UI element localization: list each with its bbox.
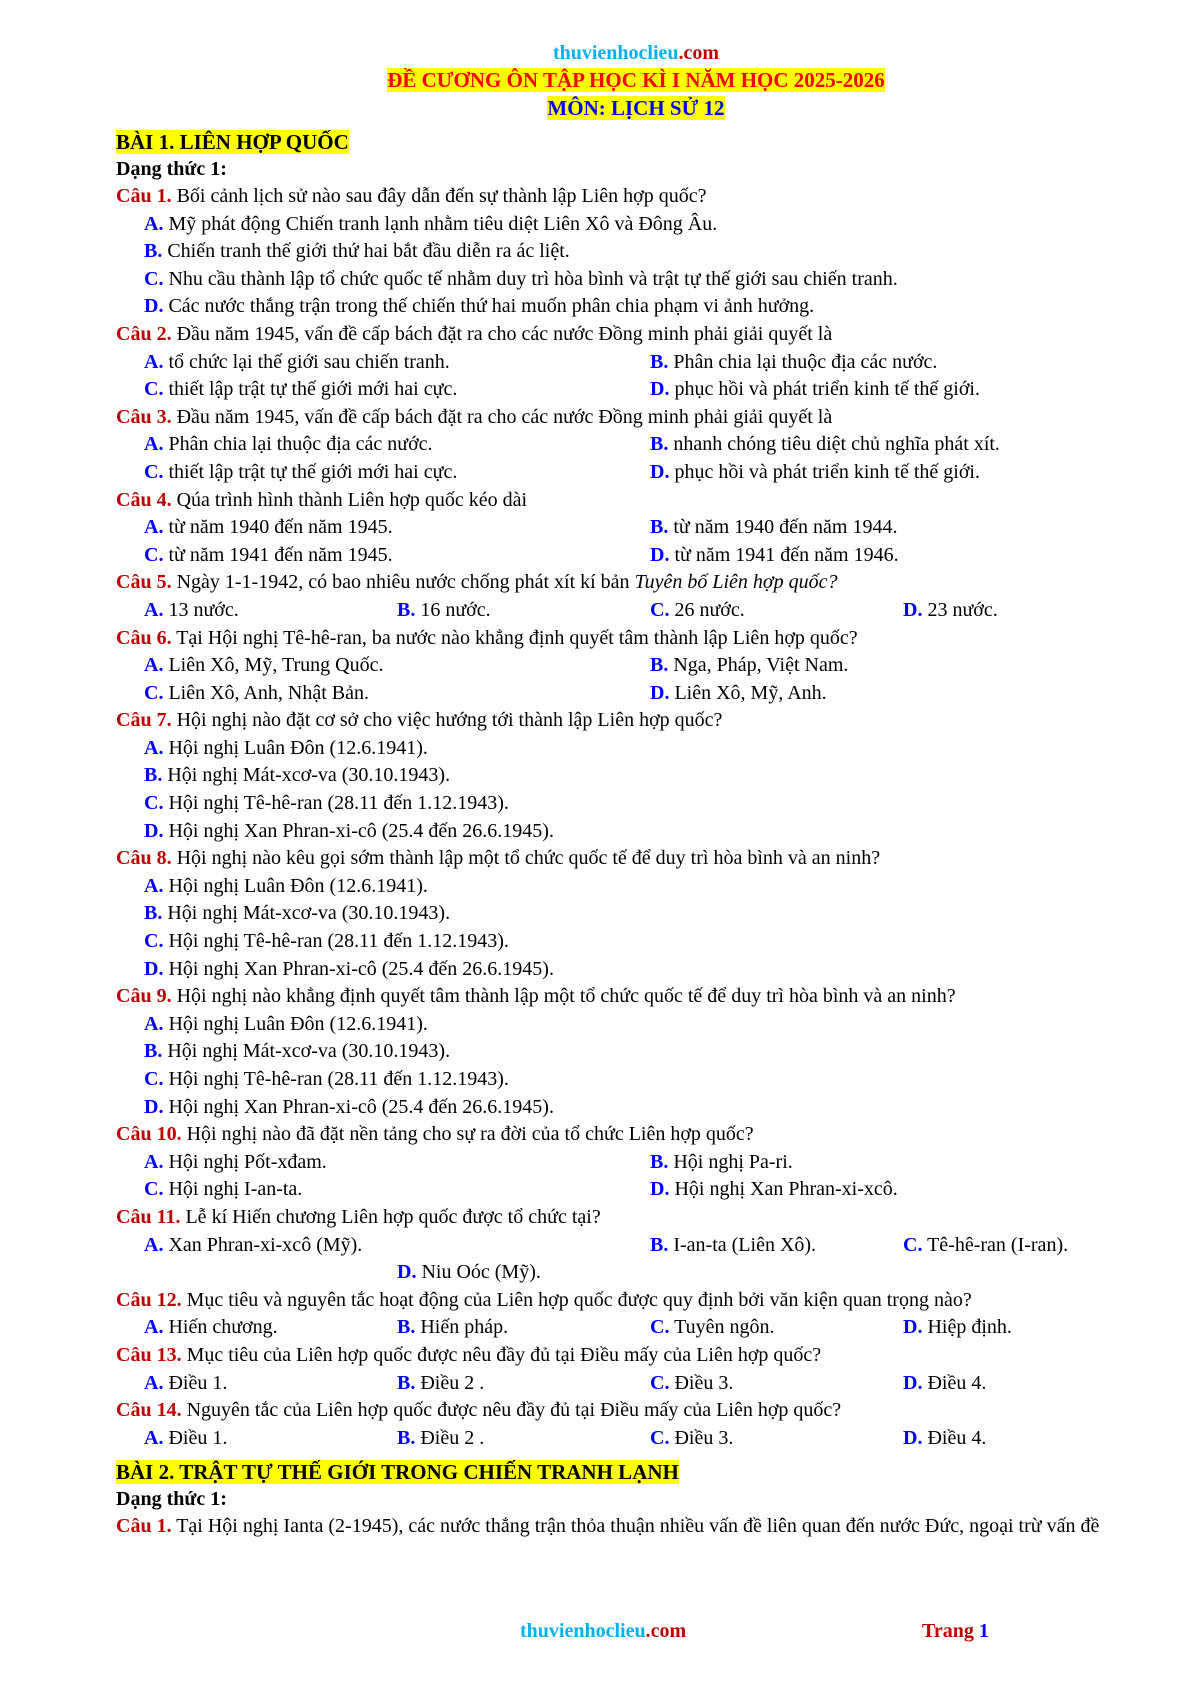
question-text: Tại Hội nghị Ianta (2-1945), các nước thắng trận thỏa thuận nhiều vấn đề liên quan đến nước Đức, ngoại trừ vấn đề <box>171 1515 1100 1538</box>
question-label: Câu 1. <box>116 1515 172 1538</box>
option-letter: A. <box>144 1012 164 1035</box>
option-text: Hội nghị Xan Phran-xi-cô (25.4 đến 26.6.1945). <box>163 957 554 980</box>
answer-option[interactable] <box>144 900 1156 928</box>
answer-option[interactable] <box>144 211 1156 239</box>
option-letter: C. <box>144 460 164 483</box>
option-letter: B. <box>650 1233 669 1256</box>
answer-option[interactable] <box>144 266 1156 294</box>
option-letter: C. <box>650 1316 670 1339</box>
option-letter: B. <box>397 1426 416 1449</box>
option-text: Điều 3. <box>669 1371 734 1394</box>
answer-option[interactable] <box>397 1425 650 1453</box>
option-text: 23 nước. <box>922 598 998 621</box>
option-text: Liên Xô, Mỹ, Anh. <box>669 681 827 704</box>
option-text: Hội nghị Xan Phran-xi-cô (25.4 đến 26.6.1945). <box>163 819 554 842</box>
question-label: Câu 3. <box>116 405 172 428</box>
option-text: tổ chức lại thế giới sau chiến tranh. <box>163 350 450 373</box>
answer-option[interactable] <box>144 762 1156 790</box>
question <box>116 625 1156 653</box>
question-text: Lễ kí Hiến chương Liên hợp quốc được tổ chức tại? <box>180 1205 601 1228</box>
option-letter: B. <box>144 902 163 925</box>
answer-option[interactable] <box>144 514 650 542</box>
question-label: Câu 14. <box>116 1399 182 1422</box>
question <box>116 983 1156 1011</box>
option-text: Tê-hê-ran (I-ran). <box>922 1233 1069 1256</box>
question-list <box>116 183 1156 1452</box>
answer-options <box>116 873 1156 983</box>
site-domain[interactable]: .com <box>678 42 720 64</box>
option-letter: A. <box>144 350 164 373</box>
question-label: Câu 6. <box>116 626 172 649</box>
option-text: Điều 4. <box>922 1371 987 1394</box>
option-letter: B. <box>650 433 669 456</box>
answer-option[interactable] <box>144 735 1156 763</box>
option-text: 26 nước. <box>669 598 745 621</box>
answer-option[interactable] <box>650 542 1156 570</box>
answer-option[interactable] <box>650 349 1156 377</box>
option-letter: B. <box>650 654 669 677</box>
option-letter: D. <box>903 1371 923 1394</box>
option-letter: A. <box>144 1150 164 1173</box>
question-text: Hội nghị nào khẳng định quyết tâm thành lập một tổ chức quốc tế để duy trì hòa bình và an ninh? <box>171 985 956 1008</box>
document-page <box>116 40 1156 1541</box>
answer-option[interactable] <box>650 1425 903 1453</box>
question <box>116 569 1156 597</box>
question-text: Ngày 1-1-1942, có bao nhiêu nước chống phát xít kí bản <box>171 571 635 594</box>
answer-option[interactable] <box>903 1314 1156 1342</box>
answer-option[interactable] <box>144 1038 1156 1066</box>
option-text: Liên Xô, Anh, Nhật Bản. <box>163 681 369 704</box>
option-letter: A. <box>144 212 164 235</box>
answer-option[interactable] <box>144 597 397 625</box>
question-text: Qúa trình hình thành Liên hợp quốc kéo dài <box>171 488 528 511</box>
option-letter: B. <box>144 240 163 263</box>
question-text: Hội nghị nào kêu gọi sớm thành lập một tổ chức quốc tế để duy trì hòa bình và an ninh? <box>171 847 881 870</box>
option-text: Hội nghị Xan Phran-xi-cô (25.4 đến 26.6.1945). <box>163 1095 554 1118</box>
option-text: Hội nghị Tê-hê-ran (28.11 đến 1.12.1943). <box>163 930 509 953</box>
option-text: I-an-ta (Liên Xô). <box>668 1233 817 1256</box>
site-header <box>116 40 1156 66</box>
option-letter: D. <box>397 1261 417 1284</box>
option-letter: D. <box>650 1178 670 1201</box>
answer-options <box>116 1011 1156 1121</box>
option-text: Hội nghị Tê-hê-ran (28.11 đến 1.12.1943). <box>163 1068 509 1090</box>
question <box>116 1121 1156 1149</box>
option-text: Điều 1. <box>163 1371 228 1394</box>
option-text: từ năm 1941 đến năm 1945. <box>163 543 393 566</box>
option-text: Liên Xô, Mỹ, Trung Quốc. <box>163 654 384 677</box>
answer-options <box>116 514 1156 569</box>
answer-option[interactable] <box>144 1370 397 1398</box>
option-text: Hội nghị Luân Đôn (12.6.1941). <box>163 874 428 897</box>
answer-option[interactable] <box>144 790 1156 818</box>
option-letter: B. <box>144 1040 163 1063</box>
question-label: Câu 7. <box>116 709 172 732</box>
answer-option[interactable] <box>144 928 1156 956</box>
option-text: Xan Phran-xi-xcô (Mỹ). <box>163 1233 363 1256</box>
question-label: Câu 8. <box>116 847 172 870</box>
option-letter: A. <box>144 1233 164 1256</box>
option-letter: A. <box>144 736 164 759</box>
question-label: Câu 11. <box>116 1205 181 1228</box>
answer-option[interactable] <box>650 514 1156 542</box>
answer-option[interactable] <box>650 652 1156 680</box>
option-text: từ năm 1940 đến năm 1945. <box>163 516 393 539</box>
footer-site[interactable]: thuvienhoclieu.com <box>520 1620 687 1642</box>
option-text: Nga, Pháp, Việt Nam. <box>668 654 849 677</box>
question-text: Đầu năm 1945, vấn đề cấp bách đặt ra cho các nước Đồng minh phải giải quyết là <box>171 322 833 345</box>
option-letter: C. <box>650 1426 670 1449</box>
option-letter: A. <box>144 516 164 539</box>
answer-option[interactable] <box>650 431 1156 459</box>
option-text: Hiến pháp. <box>415 1316 509 1339</box>
option-letter: D. <box>650 681 670 704</box>
option-letter: C. <box>144 1178 164 1201</box>
option-letter: D. <box>650 378 670 401</box>
question-label: Câu 2. <box>116 322 172 345</box>
option-letter: D. <box>903 1316 923 1339</box>
document-title: ĐỀ CƯƠNG ÔN TẬP HỌC KÌ I NĂM HỌC 2025-2026 <box>387 68 885 92</box>
option-text: Các nước thắng trận trong thế chiến thứ hai muốn phân chia phạm vi ảnh hưởng. <box>163 295 815 318</box>
answer-option[interactable] <box>144 1176 650 1204</box>
option-text: Niu Oóc (Mỹ). <box>416 1261 541 1284</box>
option-letter: D. <box>650 543 670 566</box>
option-letter: B. <box>650 350 669 373</box>
answer-option[interactable] <box>144 1066 1156 1094</box>
section-2-format: Dạng thức 1: <box>116 1488 227 1511</box>
question-italic-text: Tuyên bố Liên hợp quốc? <box>634 571 838 594</box>
option-text: Phân chia lại thuộc địa các nước. <box>668 350 938 373</box>
option-text: thiết lập trật tự thế giới mới hai cực. <box>163 460 458 483</box>
option-text: Hội nghị Mát-xcơ-va (30.10.1943). <box>162 1040 451 1063</box>
question-label: Câu 9. <box>116 985 172 1008</box>
question-label: Câu 1. <box>116 185 172 207</box>
answer-options <box>116 211 1156 321</box>
option-text: Hội nghị Mát-xcơ-va (30.10.1943). <box>162 764 451 787</box>
question-label: Câu 4. <box>116 488 172 511</box>
answer-options <box>116 1314 1156 1342</box>
option-letter: C. <box>903 1233 923 1256</box>
question-label: Câu 10. <box>116 1123 182 1146</box>
answer-option[interactable] <box>144 238 1156 266</box>
answer-options <box>116 1232 1156 1287</box>
answer-options <box>116 431 1156 486</box>
answer-option[interactable] <box>650 680 1156 708</box>
answer-options <box>116 597 1156 625</box>
answer-option[interactable] <box>903 597 1156 625</box>
option-letter: B. <box>650 516 669 539</box>
answer-options <box>116 1370 1156 1398</box>
option-letter: D. <box>144 295 164 318</box>
option-text: Hội nghị Pa-ri. <box>668 1150 793 1173</box>
option-text: phục hồi và phát triển kinh tế thế giới. <box>669 378 980 401</box>
option-letter: B. <box>144 764 163 787</box>
question-text: Bối cảnh lịch sử nào sau đây dẫn đến sự thành lập Liên hợp quốc? <box>171 185 707 207</box>
option-letter: A. <box>144 1371 164 1394</box>
option-letter: D. <box>903 1426 923 1449</box>
option-letter: D. <box>144 1095 164 1118</box>
answer-option[interactable] <box>397 597 650 625</box>
answer-option[interactable] <box>144 459 650 487</box>
option-text: Chiến tranh thế giới thứ hai bắt đầu diễn ra ác liệt. <box>162 240 570 263</box>
option-letter: A. <box>144 654 164 677</box>
section-1-format: Dạng thức 1: <box>116 158 227 180</box>
question-text: Tại Hội nghị Tê-hê-ran, ba nước nào khẳng định quyết tâm thành lập Liên hợp quốc? <box>171 626 858 649</box>
option-text: Hội nghị I-an-ta. <box>163 1178 303 1201</box>
option-text: Hội nghị Luân Đôn (12.6.1941). <box>163 736 428 759</box>
answer-option[interactable] <box>144 376 650 404</box>
answer-option[interactable] <box>144 818 1156 846</box>
option-text: 13 nước. <box>163 598 239 621</box>
option-letter: D. <box>144 819 164 842</box>
question-text: Mục tiêu của Liên hợp quốc được nêu đầy đủ tại Điều mấy của Liên hợp quốc? <box>181 1343 822 1366</box>
answer-option[interactable] <box>650 1370 903 1398</box>
option-letter: B. <box>397 1316 416 1339</box>
question <box>116 845 1156 873</box>
option-letter: A. <box>144 874 164 897</box>
answer-option[interactable] <box>903 1370 1156 1398</box>
answer-option[interactable] <box>903 1425 1156 1453</box>
option-letter: D. <box>903 598 923 621</box>
answer-option[interactable] <box>144 1425 397 1453</box>
option-text: Nhu cầu thành lập tổ chức quốc tế nhằm duy trì hòa bình và trật tự thế giới sau chiến tranh. <box>163 267 898 290</box>
answer-option[interactable] <box>650 1149 1156 1177</box>
answer-option[interactable] <box>650 459 1156 487</box>
question-label: Câu 13. <box>116 1343 182 1366</box>
option-text: Hội nghị Tê-hê-ran (28.11 đến 1.12.1943). <box>163 792 509 815</box>
page-number: Trang 1 <box>922 1620 989 1642</box>
option-text: 16 nước. <box>415 598 491 621</box>
answer-option[interactable] <box>144 1232 650 1260</box>
question <box>116 1397 1156 1425</box>
answer-option[interactable] <box>650 376 1156 404</box>
document-subject: MÔN: LỊCH SỬ 12 <box>547 96 725 120</box>
option-text: Hội nghị Xan Phran-xi-xcô. <box>669 1178 898 1201</box>
answer-options <box>116 1425 1156 1453</box>
answer-option[interactable] <box>144 542 650 570</box>
answer-option[interactable] <box>144 956 1156 984</box>
option-text: Hiến chương. <box>163 1316 278 1339</box>
option-letter: C. <box>144 1068 164 1090</box>
option-text: từ năm 1941 đến năm 1946. <box>669 543 899 566</box>
option-text: Hiệp định. <box>922 1316 1012 1339</box>
option-letter: B. <box>397 598 416 621</box>
option-text: Điều 4. <box>922 1426 987 1449</box>
answer-option[interactable] <box>144 652 650 680</box>
answer-option[interactable] <box>144 431 650 459</box>
answer-option[interactable] <box>650 1314 903 1342</box>
answer-option[interactable] <box>144 293 1156 321</box>
option-text: Hội nghị Mát-xcơ-va (30.10.1943). <box>162 902 451 925</box>
question <box>116 321 1156 349</box>
option-letter: B. <box>650 1150 669 1173</box>
answer-options <box>116 735 1156 845</box>
question <box>116 1204 1156 1232</box>
option-letter: C. <box>144 543 164 566</box>
question <box>116 487 1156 515</box>
question <box>116 404 1156 432</box>
question <box>116 1513 1156 1541</box>
option-text: Mỹ phát động Chiến tranh lạnh nhằm tiêu diệt Liên Xô và Đông Âu. <box>163 212 718 235</box>
answer-options <box>116 349 1156 404</box>
answer-option[interactable] <box>144 1094 1156 1122</box>
question-label: Câu 12. <box>116 1288 182 1311</box>
answer-option[interactable] <box>144 680 650 708</box>
answer-option[interactable] <box>903 1232 1156 1260</box>
answer-option[interactable] <box>397 1259 650 1287</box>
option-text: Điều 1. <box>163 1426 228 1449</box>
option-text: Điều 3. <box>669 1426 734 1449</box>
question-text: Hội nghị nào đã đặt nền tảng cho sự ra đời của tổ chức Liên hợp quốc? <box>181 1123 754 1146</box>
option-letter: A. <box>144 433 164 456</box>
question-text: Đầu năm 1945, vấn đề cấp bách đặt ra cho các nước Đồng minh phải giải quyết là <box>171 405 833 428</box>
answer-option[interactable] <box>650 597 903 625</box>
option-text: thiết lập trật tự thế giới mới hai cực. <box>163 378 458 401</box>
option-letter: C. <box>144 930 164 953</box>
answer-option[interactable] <box>144 873 1156 901</box>
question <box>116 707 1156 735</box>
option-letter: A. <box>144 1316 164 1339</box>
answer-option[interactable] <box>650 1176 1156 1204</box>
option-letter: D. <box>650 460 670 483</box>
question-text: Mục tiêu và nguyên tắc hoạt động của Liên hợp quốc được quy định bởi văn kiện quan trọng nào? <box>181 1288 972 1311</box>
option-text: Điều 2 . <box>415 1426 485 1449</box>
question <box>116 1342 1156 1370</box>
answer-option[interactable] <box>144 1011 1156 1039</box>
question <box>116 1287 1156 1315</box>
option-text: Điều 2 . <box>415 1371 485 1394</box>
question-text: Hội nghị nào đặt cơ sở cho việc hướng tới thành lập Liên hợp quốc? <box>171 709 723 732</box>
option-letter: C. <box>144 267 164 290</box>
option-text: nhanh chóng tiêu diệt chủ nghĩa phát xít. <box>668 433 1000 456</box>
site-name[interactable]: thuvienhoclieu <box>552 42 679 64</box>
answer-options <box>116 1149 1156 1204</box>
option-text: Hội nghị Luân Đôn (12.6.1941). <box>163 1012 428 1035</box>
section-1-title: BÀI 1. LIÊN HỢP QUỐC <box>116 130 349 154</box>
answer-option[interactable] <box>650 1232 903 1260</box>
question <box>116 183 1156 211</box>
option-text: Phân chia lại thuộc địa các nước. <box>163 433 433 456</box>
section-2-title: BÀI 2. TRẬT TỰ THẾ GIỚI TRONG CHIẾN TRANH LẠNH <box>116 1460 679 1485</box>
answer-option[interactable] <box>397 1370 650 1398</box>
answer-option[interactable] <box>144 1314 397 1342</box>
answer-option[interactable] <box>397 1314 650 1342</box>
option-text: từ năm 1940 đến năm 1944. <box>668 516 898 539</box>
option-text: Tuyên ngôn. <box>669 1316 775 1339</box>
option-text: phục hồi và phát triển kinh tế thế giới. <box>669 460 980 483</box>
option-letter: C. <box>650 598 670 621</box>
option-letter: A. <box>144 598 164 621</box>
answer-options <box>116 652 1156 707</box>
option-text: Hội nghị Pốt-xđam. <box>163 1150 327 1173</box>
option-letter: A. <box>144 1426 164 1449</box>
question-text: Nguyên tắc của Liên hợp quốc được nêu đầy đủ tại Điều mấy của Liên hợp quốc? <box>181 1399 842 1422</box>
answer-option[interactable] <box>144 349 650 377</box>
answer-option[interactable] <box>144 1149 650 1177</box>
option-letter: C. <box>144 792 164 815</box>
option-letter: C. <box>144 378 164 401</box>
option-letter: D. <box>144 957 164 980</box>
option-letter: C. <box>144 681 164 704</box>
option-letter: B. <box>397 1371 416 1394</box>
option-letter: C. <box>650 1371 670 1394</box>
question-label: Câu 5. <box>116 571 172 594</box>
